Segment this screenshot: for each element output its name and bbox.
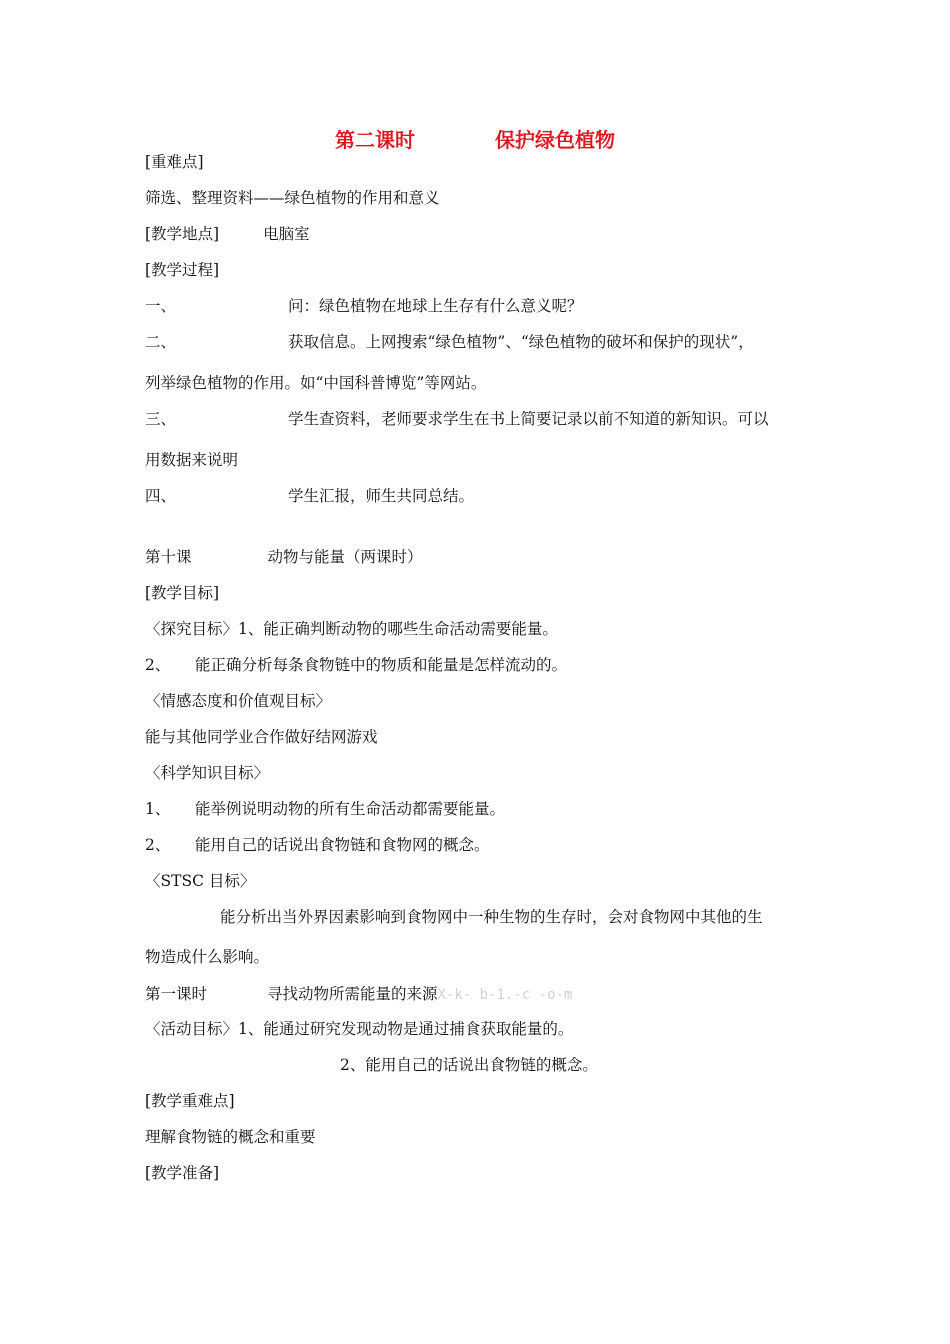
stsc-goal-heading: 〈STSC 目标〉 xyxy=(145,872,256,890)
knowledge-goal-2-num: 2、 xyxy=(145,836,171,854)
heading-key-points: [重难点] xyxy=(145,153,204,171)
page-title xyxy=(0,124,950,153)
heading-teaching-goals: [教学目标] xyxy=(145,584,220,602)
first-lesson-label: 第一课时 xyxy=(145,985,208,1003)
knowledge-goal-1-num: 1、 xyxy=(145,800,171,818)
teaching-location xyxy=(145,224,310,244)
emotion-goal-heading: 〈情感态度和价值观目标〉 xyxy=(145,692,332,710)
title-lesson: 第二课时 xyxy=(335,128,415,152)
stsc-goal-cont: 物造成什么影响。 xyxy=(145,948,270,966)
emotion-goal-text: 能与其他同学业合作做好结网游戏 xyxy=(145,728,378,746)
process-step-1-text: 问：绿色植物在地球上生存有什么意义呢？ xyxy=(288,297,583,315)
heading-key-difficult: [教学重难点] xyxy=(145,1092,235,1110)
knowledge-goal-1-text: 能举例说明动物的所有生命活动都需要能量。 xyxy=(195,800,506,818)
activity-goal-2: 2、能用自己的话说出食物链的概念。 xyxy=(340,1056,598,1074)
process-step-2-cont: 列举绿色植物的作用。如“中国科普博览”等网站。 xyxy=(145,374,487,392)
key-difficult-text: 理解食物链的概念和重要 xyxy=(145,1128,316,1146)
stsc-goal-text: 能分析出当外界因素影响到食物网中一种生物的生存时，会对食物网中其他的生 xyxy=(220,908,763,926)
process-step-3-num: 三、 xyxy=(145,410,177,428)
location-label: [教学地点] xyxy=(145,225,220,243)
first-lesson-name: 寻找动物所需能量的来源 xyxy=(267,985,438,1003)
lesson-name: 动物与能量（两课时） xyxy=(267,548,423,566)
inquiry-goal-2-text: 能正确分析每条食物链中的物质和能量是怎样流动的。 xyxy=(195,656,568,674)
lesson-ten-heading xyxy=(145,547,423,567)
process-step-3-cont: 用数据来说明 xyxy=(145,451,239,469)
process-step-1-num: 一、 xyxy=(145,297,177,315)
watermark-text: X-k- b-1.-c -o-m xyxy=(437,987,573,1003)
lesson-number: 第十课 xyxy=(145,548,192,566)
knowledge-goal-heading: 〈科学知识目标〉 xyxy=(145,764,270,782)
first-lesson-heading xyxy=(145,984,572,1005)
knowledge-goal-2-text: 能用自己的话说出食物链和食物网的概念。 xyxy=(195,836,490,854)
process-step-2-num: 二、 xyxy=(145,333,177,351)
process-step-2-text: 获取信息。上网搜索“绿色植物”、“绿色植物的破坏和保护的现状”， xyxy=(288,333,754,351)
inquiry-goal-1: 〈探究目标〉1、能正确判断动物的哪些生命活动需要能量。 xyxy=(145,620,558,638)
process-step-4-text: 学生汇报，师生共同总结。 xyxy=(288,487,475,505)
process-step-3-text: 学生查资料，老师要求学生在书上简要记录以前不知道的新知识。可以 xyxy=(288,410,769,428)
key-points-text: 筛选、整理资料——绿色植物的作用和意义 xyxy=(145,189,440,207)
process-step-4-num: 四、 xyxy=(145,487,177,505)
inquiry-goal-2-num: 2、 xyxy=(145,656,171,674)
heading-teaching-process: [教学过程] xyxy=(145,261,220,279)
activity-goal-1: 〈活动目标〉1、能通过研究发现动物是通过捕食获取能量的。 xyxy=(145,1020,574,1038)
heading-preparation: [教学准备] xyxy=(145,1164,220,1182)
location-value: 电脑室 xyxy=(263,225,310,243)
title-topic: 保护绿色植物 xyxy=(495,128,615,152)
